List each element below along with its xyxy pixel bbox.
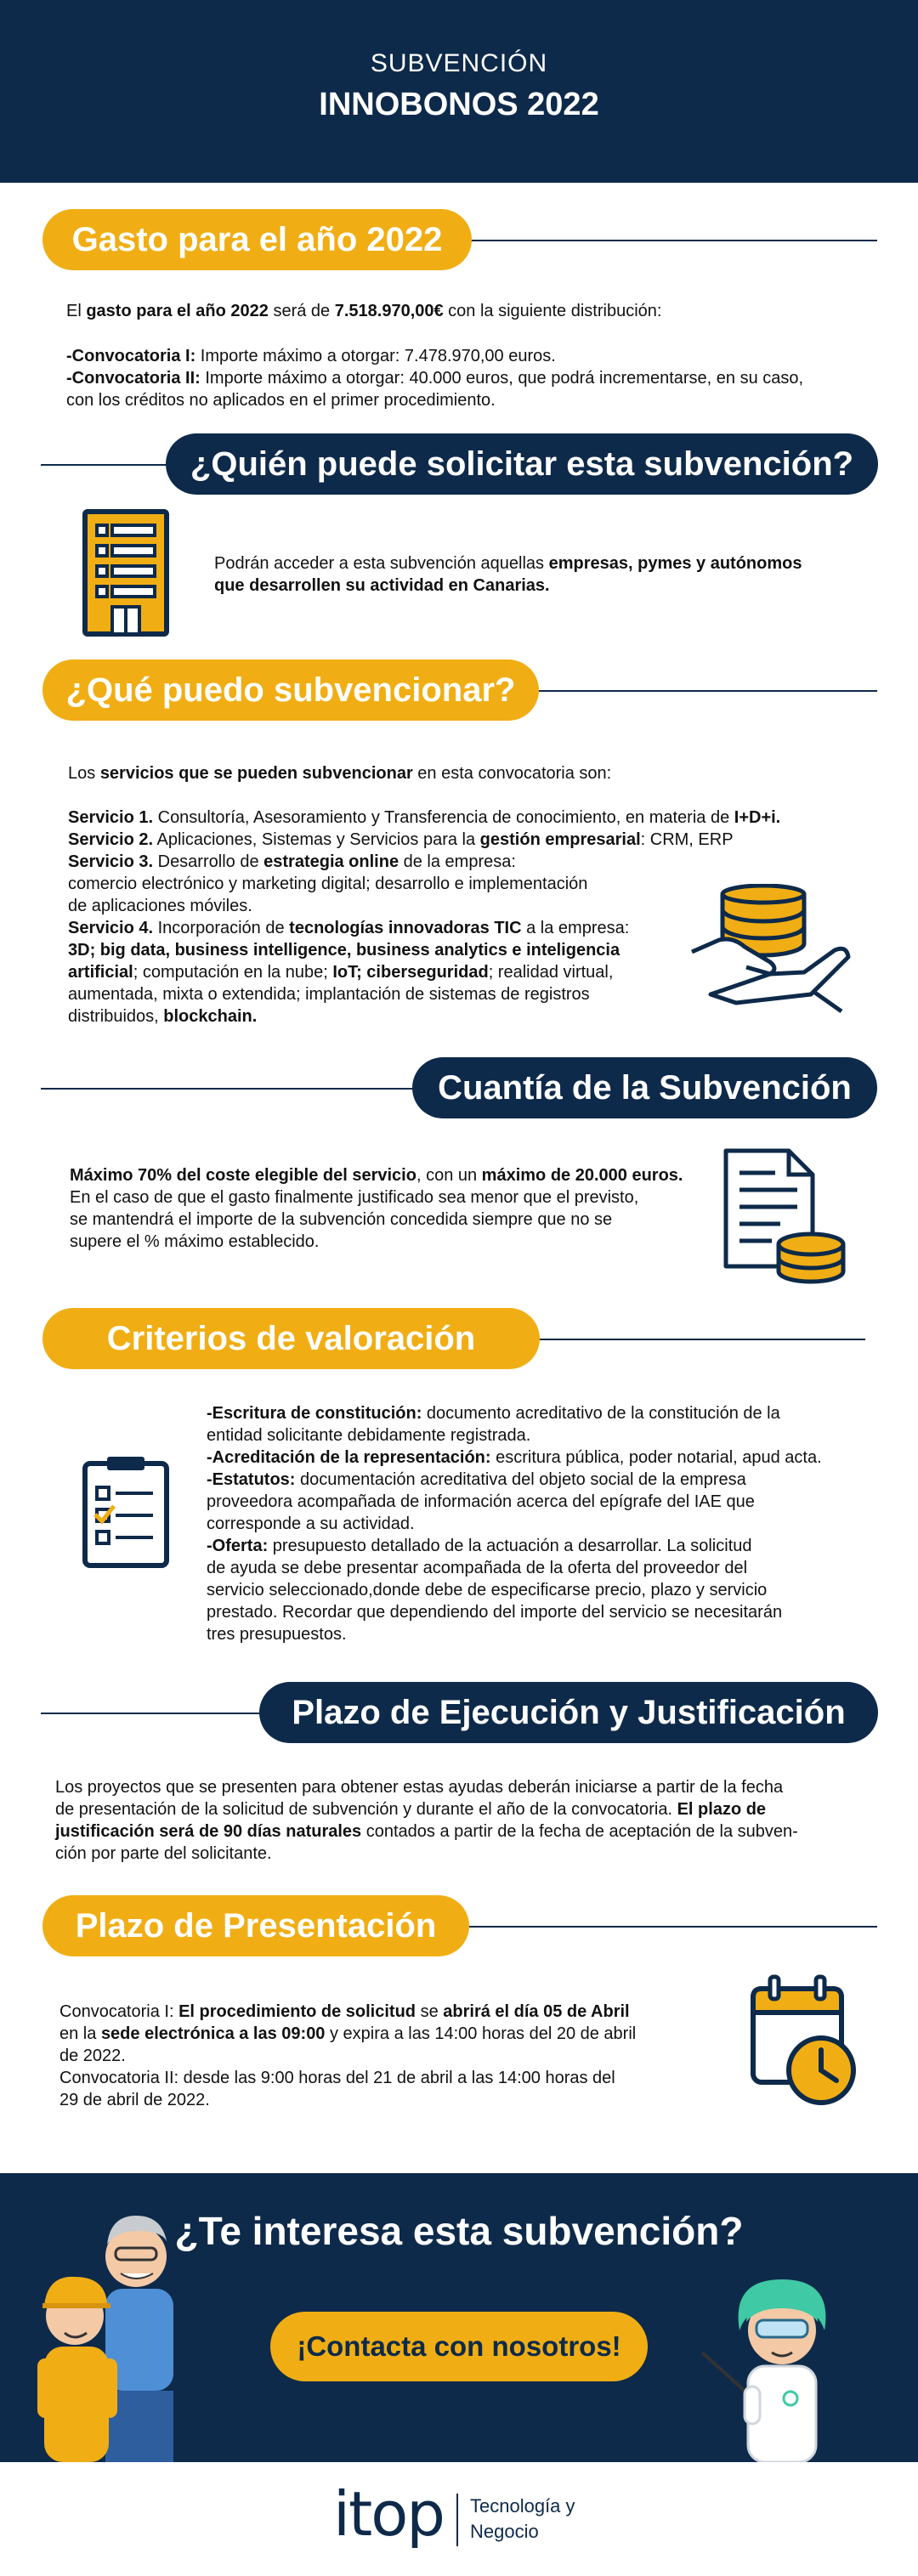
workers-illustration-icon [34,2197,183,2462]
cta-title: ¿Te interesa esta subvención? [174,2209,744,2253]
cuantia-text: Máximo 70% del coste elegible del servicio, con un máximo de 20.000 euros. En el caso de que el gasto finalmente justificado sea menor que el previsto, se mantendrá el importe de la subvención concedida siempre que no se supere el % máximo establecido. [70,1166,683,1251]
gasto-text: El gasto para el año 2022 será de 7.518.970,00€ con la siguiente distribución: -Convocatoria I: Importe máximo a otorgar: 7.478.970,00 euros. -Convocatoria II: Importe máximo a otorgar: 40.000 euros, que podrá incrementarse, en su caso, con los créditos no aplicados en el primer procedimiento. [66,302,804,410]
logo-tagline: Tecnología y Negocio [470,2495,575,2542]
itop-logo: itop [333,2478,444,2550]
plazo-presentacion-text: Convocatoria I: El procedimiento de solicitud se abrirá el día 05 de Abril en la sede electrónica a las 09:00 y expira a las 14:00 horas del 20 de abril de 2022. Convocatoria II: desde las 9:00 horas del 21 de abril a las 14:00 horas del 29 de abril de 2022. [60,2002,637,2109]
contact-button[interactable]: ¡Contacta con nosotros! [270,2312,648,2381]
building-icon [82,508,170,637]
section-heading-plazo-presentacion: Plazo de Presentación [42,1895,469,1956]
section-divider [459,240,877,241]
criterios-text: -Escritura de constitución: documento acreditativo de la constitución de la entidad solicitante debidamente registrada. -Acreditación de la representación: escritura pública, poder notarial, apud acta. -Estatutos: documentación acreditativa del objeto social de la empresa proveedora acompañada de información acerca del epígrafe del IAE que corresponde a su actividad. -Oferta: presupuesto detallado de la actuación a desarrollar. La solicitud de ayuda se debe presentar acompañada de la oferta del proveedor del servicio seleccionado,donde debe de especificarse precio, plazo y servicio prestado. Recordar que dependiendo del importe del servicio se necesitarán tres presupuestos. [207,1404,822,1644]
section-divider [41,464,185,466]
section-divider [527,690,877,692]
section-heading-quien: ¿Quién puede solicitar esta subvención? [166,433,878,495]
footer [0,2462,918,2576]
que-text: Los servicios que se pueden subvencionar en esta convocatoria son: Servicio 1. Consultoría, Asesoramiento y Transferencia de conocimiento, en materia de I+D+i. Servicio 2. Aplicaciones, Sistemas y Servicios para la gestión empresarial: CRM, ERP Servicio 3. Desarrollo de estrategia online de la empresa: comercio electrónico y marketing digital; desarrollo e implementación de aplicaciones móviles. Servicio 4. Incorporación de tecnologías innovadoras TIC a la empresa: 3D; big data, business intelligence, business analytics e inteligencia artificial; computación en la nube; IoT; ciberseguridad; realidad virtual, aumentada, mixta o extendida; implantación de sistemas de registros distribuidos, blockchain. [68,764,781,1026]
logo-divider [456,2494,458,2546]
section-heading-cuantia: Cuantía de la Subvención [412,1057,877,1118]
header-subtitle: SUBVENCIÓN [370,49,548,77]
section-heading-gasto: Gasto para el año 2022 [42,209,472,270]
section-divider [41,1088,423,1090]
document-coins-icon [721,1147,848,1287]
calendar-clock-icon [748,1972,858,2108]
header-banner [0,0,918,183]
section-heading-criterios: Criterios de valoración [42,1308,540,1369]
section-heading-plazo-ejecucion: Plazo de Ejecución y Justificación [259,1682,878,1743]
section-divider [442,1926,877,1928]
quien-text: Podrán acceder a esta subvención aquellas empresas, pymes y autónomos que desarrollen su actividad en Canarias. [214,554,802,595]
header-title: INNOBONOS 2022 [319,87,599,122]
coins-hand-icon [685,884,855,1020]
scientist-illustration-icon [697,2271,850,2462]
clipboard-checklist-icon [82,1455,170,1569]
section-divider [527,1339,865,1340]
plazo-ejecucion-text: Los proyectos que se presenten para obtener estas ayudas deberán iniciarse a partir de la fecha de presentación de la solicitud de subvención y durante el año de la convocatoria. El plazo de justificación será de 90 días naturales contados a partir de la fecha de aceptación de la subven- ción por parte del solicitante. [55,1778,798,1863]
section-heading-que: ¿Qué puedo subvencionar? [42,660,539,721]
section-divider [41,1713,270,1714]
